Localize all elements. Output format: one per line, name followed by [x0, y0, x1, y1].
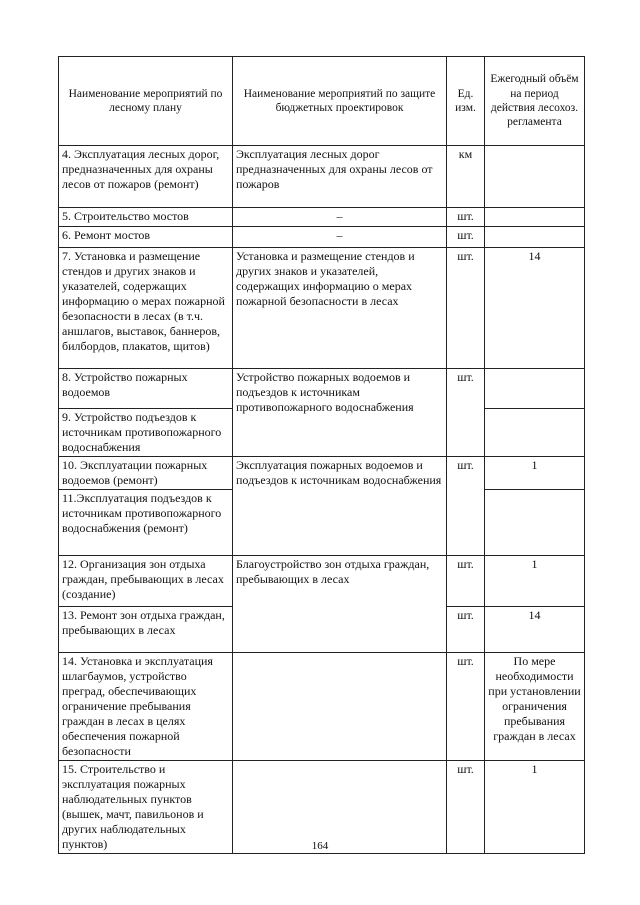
cell-budget — [233, 653, 447, 761]
cell-volume — [485, 409, 585, 457]
cell-unit: шт. — [447, 369, 485, 457]
header-forest-plan: Наименование мероприятий по лесному плану — [59, 57, 233, 146]
cell-name: 5. Строительство мостов — [59, 208, 233, 227]
cell-volume: 14 — [485, 248, 585, 369]
cell-budget: Эксплуатация лесных дорог предназначенных для охраны лесов от пожаров — [233, 146, 447, 208]
cell-unit: шт. — [447, 607, 485, 653]
cell-budget: Устройство пожарных водоемов и подъездов к источникам противопожарного водоснабжения — [233, 369, 447, 457]
cell-unit: шт. — [447, 208, 485, 227]
cell-budget: Эксплуатация пожарных водоемов и подъездов к источникам водоснабжения — [233, 457, 447, 556]
cell-unit: шт. — [447, 248, 485, 369]
table-row — [59, 146, 585, 208]
cell-unit: шт. — [447, 653, 485, 761]
table-row — [59, 457, 585, 490]
cell-budget: – — [233, 227, 447, 248]
measures-table — [58, 56, 585, 854]
header-unit: Ед. изм. — [447, 57, 485, 146]
cell-volume — [485, 369, 585, 409]
cell-name: 7. Установка и размещение стендов и других знаков и указателей, содержащих информацию о мерах пожарной безопасности в лесах (в т.ч. аншлагов, выставок, баннеров, билбордов, плакатов, щитов) — [59, 248, 233, 369]
cell-name: 4. Эксплуатация лесных дорог, предназначенных для охраны лесов от пожаров (ремонт) — [59, 146, 233, 208]
cell-budget: – — [233, 208, 447, 227]
page-number: 164 — [311, 840, 329, 852]
cell-volume: По мере необходимости при установлении ограничения пребывания граждан в лесах — [485, 653, 585, 761]
cell-volume — [485, 227, 585, 248]
cell-name: 13. Ремонт зон отдыха граждан, пребывающих в лесах — [59, 607, 233, 653]
cell-volume — [485, 146, 585, 208]
cell-unit: шт. — [447, 227, 485, 248]
cell-name: 9. Устройство подъездов к источникам противопожарного водоснабжения — [59, 409, 233, 457]
cell-budget: Благоустройство зон отдыха граждан, пребывающих в лесах — [233, 556, 447, 653]
cell-name: 14. Установка и эксплуатация шлагбаумов, устройство преград, обеспечивающих ограничение пребывания граждан в лесах в целях обеспечения пожарной безопасности — [59, 653, 233, 761]
cell-volume: 1 — [485, 761, 585, 854]
table-row — [59, 227, 585, 248]
table-row — [59, 208, 585, 227]
cell-unit: км — [447, 146, 485, 208]
cell-volume: 1 — [485, 556, 585, 607]
cell-name: 10. Эксплуатации пожарных водоемов (ремонт) — [59, 457, 233, 490]
cell-name: 8. Устройство пожарных водоемов — [59, 369, 233, 409]
cell-name: 6. Ремонт мостов — [59, 227, 233, 248]
cell-unit: шт. — [447, 556, 485, 607]
cell-name: 11.Эксплуатация подъездов к источникам противопожарного водоснабжения (ремонт) — [59, 490, 233, 556]
cell-budget: Установка и размещение стендов и других знаков и указателей, содержащих информацию о мерах пожарной безопасности в лесах — [233, 248, 447, 369]
header-budget: Наименование мероприятий по защите бюджетных проектировок — [233, 57, 447, 146]
table-row — [59, 653, 585, 761]
cell-unit: шт. — [447, 457, 485, 556]
cell-volume — [485, 490, 585, 556]
cell-unit: шт. — [447, 761, 485, 854]
cell-name: 15. Строительство и эксплуатация пожарных наблюдательных пунктов (вышек, мачт, павильонов и других наблюдательных пунктов) — [59, 761, 233, 854]
table-row — [59, 556, 585, 607]
cell-name: 12. Организация зон отдыха граждан, пребывающих в лесах (создание) — [59, 556, 233, 607]
table-row — [59, 369, 585, 409]
cell-volume — [485, 208, 585, 227]
table-row — [59, 248, 585, 369]
cell-volume: 1 — [485, 457, 585, 490]
table-header-row — [59, 57, 585, 146]
header-volume: Ежегодный объём на период действия лесохоз. регламента — [485, 57, 585, 146]
cell-volume: 14 — [485, 607, 585, 653]
